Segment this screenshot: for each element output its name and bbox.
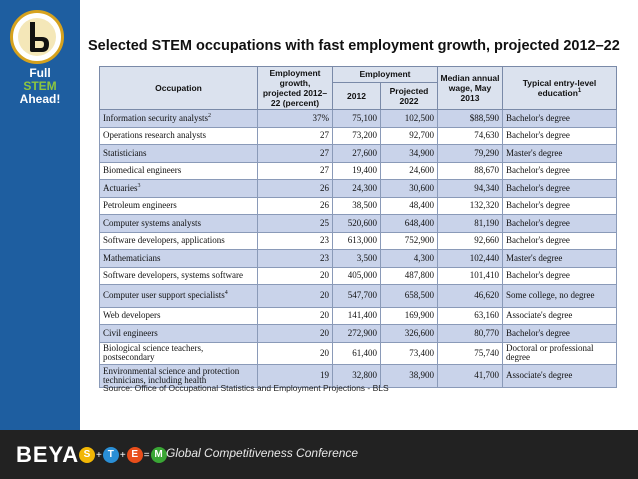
cell-employment-2012 [333, 215, 381, 233]
table-row [100, 342, 617, 365]
cell-growth-text: 20 [320, 310, 329, 321]
footer-conference-text: Global Competitiveness Conference [166, 446, 359, 460]
cell-median-wage [438, 365, 503, 388]
cell-median-wage-text: 94,340 [474, 182, 500, 193]
cell-education-text: Doctoral or professional degree [506, 343, 594, 363]
cell-education [503, 232, 617, 250]
slide-title: Selected STEM occupations with fast employment growth, projected 2012–22 [88, 38, 620, 54]
cell-education-text: Bachelor's degree [506, 130, 570, 141]
cell-growth-text: 27 [320, 147, 329, 158]
cell-median-wage [438, 180, 503, 198]
table-row [100, 127, 617, 145]
cell-employment-2022-text: 169,900 [404, 310, 435, 321]
cell-employment-2022 [381, 232, 438, 250]
footnote-marker: 2 [207, 112, 211, 119]
footer-bar [0, 430, 638, 479]
cell-employment-2012 [333, 307, 381, 325]
cell-median-wage [438, 110, 503, 128]
cell-median-wage [438, 250, 503, 268]
cell-employment-2012 [333, 180, 381, 198]
cell-education-text: Bachelor's degree [506, 327, 570, 338]
cell-occupation [100, 110, 258, 128]
cell-employment-2022-text: 30,600 [409, 182, 435, 193]
table-row [100, 267, 617, 285]
cell-employment-2012-text: 613,000 [347, 235, 377, 246]
cell-employment-2022-text: 326,600 [404, 327, 435, 338]
cell-employment-2022-text: 4,300 [413, 252, 435, 263]
cell-growth [258, 232, 333, 250]
cell-occupation-text: Civil engineers [103, 327, 158, 338]
cell-occupation-text: Computer systems analysts [103, 217, 201, 228]
cell-occupation [100, 250, 258, 268]
cell-median-wage-text: 81,190 [474, 217, 500, 228]
cell-median-wage-text: 88,670 [474, 165, 500, 176]
cell-growth-text: 23 [320, 252, 329, 263]
cell-employment-2012 [333, 162, 381, 180]
equals-sign: = [143, 449, 150, 461]
cell-employment-2012 [333, 267, 381, 285]
cell-growth-text: 20 [320, 270, 329, 281]
cell-education [503, 145, 617, 163]
cell-occupation-text: Actuaries [103, 182, 138, 193]
cell-growth [258, 110, 333, 128]
cell-median-wage [438, 145, 503, 163]
cell-employment-2022 [381, 197, 438, 215]
header-2022: Projected 2022 [381, 82, 438, 109]
cell-median-wage-text: 132,320 [469, 200, 500, 211]
plus-sign: + [96, 449, 102, 461]
logo-icon [13, 13, 61, 61]
tagline-line-2: STEM [23, 79, 57, 93]
cell-employment-2022-text: 487,800 [404, 270, 435, 281]
cell-employment-2022 [381, 307, 438, 325]
cell-growth-text: 26 [320, 200, 329, 211]
table-row [100, 180, 617, 198]
cell-education-text: Some college, no degree [506, 290, 595, 301]
cell-employment-2022 [381, 267, 438, 285]
header-education-note: 1 [577, 88, 582, 95]
cell-employment-2012 [333, 342, 381, 365]
cell-occupation-text: Environmental science and protection technicians, including health [103, 365, 240, 385]
stem-logo [79, 446, 167, 464]
cell-employment-2012 [333, 232, 381, 250]
cell-median-wage-text: 75,740 [474, 347, 500, 358]
cell-growth [258, 342, 333, 365]
cell-education-text: Master's degree [506, 147, 563, 158]
cell-occupation [100, 342, 258, 365]
tagline-line-1: Full [29, 66, 51, 80]
sidebar [0, 0, 80, 430]
cell-employment-2022 [381, 180, 438, 198]
cell-growth [258, 307, 333, 325]
header-education [503, 67, 617, 110]
cell-occupation-text: Computer user support specialists [103, 290, 225, 301]
table-row [100, 285, 617, 308]
cell-employment-2012 [333, 325, 381, 343]
cell-employment-2022 [381, 110, 438, 128]
cell-growth-text: 23 [320, 235, 329, 246]
cell-occupation [100, 197, 258, 215]
cell-occupation [100, 162, 258, 180]
cell-employment-2012-text: 405,000 [347, 270, 377, 281]
cell-occupation [100, 285, 258, 308]
cell-occupation-text: Statisticians [103, 147, 147, 158]
cell-employment-2022-text: 752,900 [404, 235, 435, 246]
cell-median-wage [438, 232, 503, 250]
header-2012: 2012 [333, 82, 381, 109]
stem-s-circle: S [79, 447, 95, 463]
cell-education-text: Associate's degree [506, 310, 573, 321]
cell-education-text: Bachelor's degree [506, 182, 570, 193]
cell-employment-2012-text: 19,400 [352, 165, 377, 176]
cell-employment-2022 [381, 325, 438, 343]
cell-education-text: Bachelor's degree [506, 270, 570, 281]
cell-employment-2022 [381, 250, 438, 268]
cell-median-wage-text: 79,290 [474, 147, 500, 158]
cell-employment-2022-text: 73,400 [409, 347, 435, 358]
footnote-marker: 4 [224, 290, 228, 297]
cell-employment-2012 [333, 127, 381, 145]
stem-m-circle: M [151, 447, 167, 463]
header-education-label: Typical entry-level education [522, 78, 597, 98]
tagline [0, 67, 80, 106]
cell-growth [258, 285, 333, 308]
header-wage: Median annual wage, May 2013 [438, 67, 503, 110]
cell-growth [258, 145, 333, 163]
cell-median-wage-text: 92,660 [474, 235, 500, 246]
cell-employment-2022 [381, 342, 438, 365]
cell-occupation-text: Operations research analysts [103, 130, 206, 141]
cell-employment-2022 [381, 365, 438, 388]
cell-employment-2022-text: 48,400 [409, 200, 435, 211]
cell-median-wage [438, 127, 503, 145]
table-row [100, 110, 617, 128]
cell-growth [258, 215, 333, 233]
cell-median-wage [438, 267, 503, 285]
cell-occupation-text: Biomedical engineers [103, 165, 182, 176]
cell-employment-2012-text: 27,600 [352, 147, 377, 158]
cell-employment-2012-text: 141,400 [347, 310, 377, 321]
cell-median-wage-text: 101,410 [469, 270, 500, 281]
cell-growth-text: 20 [320, 290, 329, 301]
table-row [100, 145, 617, 163]
table-row [100, 325, 617, 343]
cell-occupation-text: Web developers [103, 310, 161, 321]
cell-education-text: Bachelor's degree [506, 200, 570, 211]
cell-education-text: Bachelor's degree [506, 112, 570, 123]
cell-employment-2022-text: 658,500 [404, 290, 435, 301]
cell-employment-2022 [381, 285, 438, 308]
cell-employment-2012-text: 61,400 [352, 347, 377, 358]
cell-median-wage-text: $88,590 [469, 112, 500, 123]
cell-education [503, 180, 617, 198]
cell-occupation-text: Information security analysts [103, 112, 208, 123]
cell-median-wage [438, 215, 503, 233]
table-row [100, 307, 617, 325]
cell-occupation [100, 215, 258, 233]
footnote-marker: 3 [137, 182, 141, 189]
cell-occupation-text: Software developers, systems software [103, 270, 243, 281]
source-note: Source: Office of Occupational Statistics and Employment Projections - BLS [103, 383, 389, 393]
cell-employment-2022-text: 648,400 [404, 217, 435, 228]
table-row [100, 162, 617, 180]
header-growth: Employment growth, projected 2012–22 (percent) [258, 67, 333, 110]
cell-education-text: Associate's degree [506, 370, 573, 381]
table-body [100, 110, 617, 388]
cell-education [503, 325, 617, 343]
occupations-table [99, 66, 617, 388]
cell-education [503, 365, 617, 388]
cell-employment-2012-text: 547,700 [347, 290, 377, 301]
cell-median-wage [438, 285, 503, 308]
cell-education [503, 110, 617, 128]
cell-growth [258, 250, 333, 268]
cell-employment-2022-text: 34,900 [409, 147, 435, 158]
cell-growth-text: 19 [320, 370, 329, 381]
cell-median-wage [438, 162, 503, 180]
table-row [100, 197, 617, 215]
cell-median-wage-text: 63,160 [474, 310, 500, 321]
cell-employment-2012 [333, 285, 381, 308]
occupations-table-wrap [99, 66, 616, 388]
cell-growth [258, 325, 333, 343]
cell-employment-2012-text: 73,200 [352, 130, 377, 141]
cell-occupation [100, 307, 258, 325]
header-occupation: Occupation [100, 67, 258, 110]
cell-employment-2022-text: 92,700 [409, 130, 435, 141]
cell-occupation-text: Mathematicians [103, 252, 161, 263]
table-row [100, 215, 617, 233]
cell-median-wage-text: 80,770 [474, 327, 500, 338]
cell-education [503, 285, 617, 308]
cell-median-wage [438, 325, 503, 343]
cell-median-wage [438, 307, 503, 325]
cell-occupation [100, 127, 258, 145]
cell-median-wage-text: 74,630 [474, 130, 500, 141]
cell-occupation-text: Biological science teachers, postsecondary [103, 343, 204, 363]
cell-education-text: Bachelor's degree [506, 235, 570, 246]
cell-median-wage [438, 342, 503, 365]
cell-education [503, 342, 617, 365]
cell-employment-2012 [333, 197, 381, 215]
cell-employment-2012 [333, 110, 381, 128]
cell-education [503, 250, 617, 268]
cell-occupation [100, 232, 258, 250]
tagline-line-3: Ahead! [19, 92, 61, 106]
cell-education [503, 162, 617, 180]
cell-growth-text: 27 [320, 130, 329, 141]
cell-median-wage-text: 102,440 [469, 252, 500, 263]
cell-education [503, 215, 617, 233]
cell-growth-text: 27 [320, 165, 329, 176]
cell-growth [258, 267, 333, 285]
cell-employment-2022-text: 38,900 [409, 370, 435, 381]
cell-growth-text: 25 [320, 217, 329, 228]
cell-occupation-text: Petroleum engineers [103, 200, 177, 211]
cell-employment-2012 [333, 250, 381, 268]
cell-occupation [100, 325, 258, 343]
cell-occupation-text: Software developers, applications [103, 235, 225, 246]
cell-median-wage [438, 197, 503, 215]
cell-employment-2022 [381, 162, 438, 180]
cell-growth [258, 180, 333, 198]
cell-growth-text: 20 [320, 347, 329, 358]
cell-occupation [100, 180, 258, 198]
cell-employment-2012 [333, 145, 381, 163]
cell-employment-2012-text: 32,800 [352, 370, 377, 381]
cell-education [503, 267, 617, 285]
cell-growth-text: 37% [312, 112, 329, 123]
cell-education-text: Bachelor's degree [506, 217, 570, 228]
plus-sign: + [119, 449, 126, 461]
cell-growth-text: 20 [320, 327, 329, 338]
cell-education-text: Master's degree [506, 252, 563, 263]
cell-employment-2022 [381, 127, 438, 145]
table-row [100, 250, 617, 268]
cell-employment-2012-text: 520,600 [347, 217, 377, 228]
cell-employment-2012-text: 24,300 [352, 182, 377, 193]
cell-growth [258, 127, 333, 145]
cell-education [503, 307, 617, 325]
stem-t-circle: T [103, 447, 119, 463]
cell-employment-2012-text: 272,900 [347, 327, 377, 338]
logo-badge [10, 10, 64, 64]
cell-median-wage-text: 41,700 [474, 370, 500, 381]
cell-occupation [100, 145, 258, 163]
cell-employment-2012-text: 75,100 [352, 112, 377, 123]
cell-education [503, 127, 617, 145]
cell-growth [258, 162, 333, 180]
cell-occupation [100, 267, 258, 285]
cell-growth-text: 26 [320, 182, 329, 193]
header-employment: Employment [333, 67, 438, 83]
cell-employment-2022-text: 102,500 [404, 112, 435, 123]
cell-employment-2012-text: 38,500 [352, 200, 377, 211]
cell-growth [258, 197, 333, 215]
cell-employment-2022 [381, 215, 438, 233]
stem-e-circle: E [127, 447, 143, 463]
cell-education-text: Bachelor's degree [506, 165, 570, 176]
cell-employment-2012-text: 3,500 [356, 252, 377, 263]
beya-logo: BEYA [16, 442, 80, 467]
cell-education [503, 197, 617, 215]
cell-employment-2022 [381, 145, 438, 163]
cell-employment-2022-text: 24,600 [409, 165, 435, 176]
cell-median-wage-text: 46,620 [474, 290, 500, 301]
table-row [100, 232, 617, 250]
